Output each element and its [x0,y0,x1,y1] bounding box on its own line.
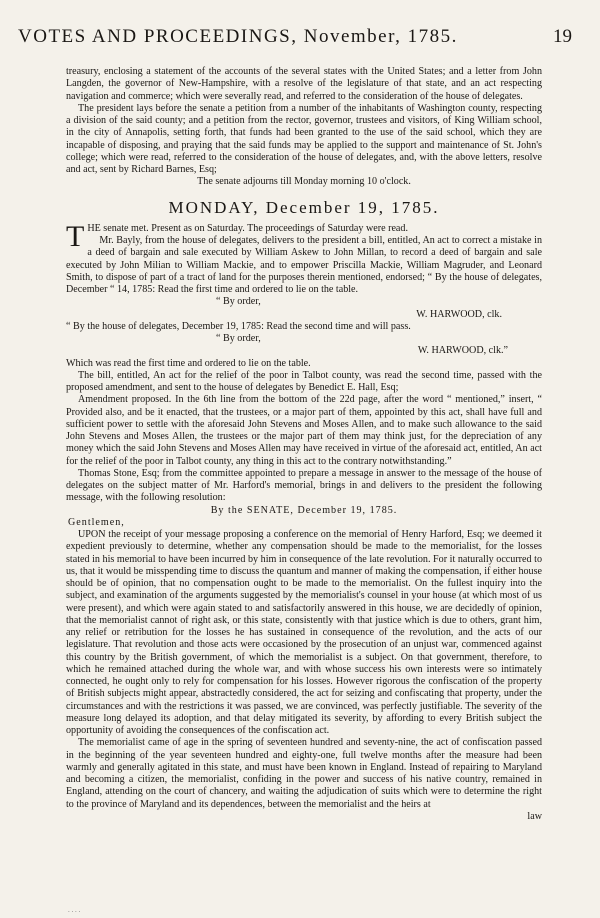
paragraph-bayly-bill: Mr. Bayly, from the house of delegates, delivers to the president a bill, entitled, An act to correct a mistake in a deed of bargain and sale executed by William Askew to John Millan, to record a deed of bargain and sale executed by John Milian to William Mackie, and to empower Priscilla Mackie, William Magruder, and Leonard Smith, to dispose of part of a tract of land for the purposes therein mentioned, endorsed; “ By the house of delegates, December “ 14, 1785: Read the first time and ordered to lie on the table. [66,235,542,295]
adjournment-line: The senate adjourns till Monday morning 10 o'clock. [197,176,411,188]
catchword: law [527,810,542,822]
page-number: 19 [553,26,572,47]
message-heading: By the SENATE, December 19, 1785. [210,504,398,516]
paragraph-thomas-stone: Thomas Stone, Esq; from the committee appointed to prepare a message in answer to the message of the house of delegates on the subject matter of Mr. Harford's memorial, brings in and delivers to the president the following message, with the following resolution: [66,467,542,504]
paragraph-message-body: UPON the receipt of your message proposing a conference on the memorial of Henry Harford, Esq; we deemed it expedient previously to determine, whether any compensation should be made to the memorialist, for the losses stated in his memorial to have been incurred by him in consequence of the late revolution. For it naturally occurred to us, that it would be misspending time to discuss the quantum and manner of making the compensation, if either house should be of opinion, that no compensation ought to be made to the memorialist. On the fullest inquiry into the subject, and examination of the arguments suggested by the memorialist's counsel in your house (at which most of us were present), and which were again stated to and satisfactorily answered in this house, we are decidedly of opinion, that the memorialist cannot of right ask, or this state, consistently with that justice which is due to others, grant him, any relief or retribution for the losses he has sustained in consequence of the revolution, and the acts of our legislature. That revolution and those acts were occasioned by the prosecution of an unjust war, commenced against this country by the British government, of which the memorialist is a subject. On that government, therefore, to which he remained attached during the whole war, and with whose success his own interests were so intimately connected, he ought only to rely for compensation for his losses. However rigorous the confiscation of the property of British subjects might appear, abstractedly considered, the act for seizing and confiscating that property, under the circumstances and with the restrictions it was passed, we are convinced, was perfectly justifiable. The severity of the measure long delayed its adoption, and that delay mitigated its severity, by affording to every British subject the opportunity of avoiding the consequences of the confiscation act. [66,529,542,736]
paragraph-treasury: treasury, enclosing a statement of the accounts of the several states with the United States; and a letter from John Langden, the governor of New-Hampshire, with a resolve of the legislature of that state, and an act respecting navigation and commerce; which were severally read, and referred to the consideration of the house of delegates. [66,66,542,102]
senate-met-text: HE senate met. Present as on Saturday. The proceedings of Saturday were read. [87,222,408,234]
by-order-line-1: “ By order, [216,296,261,308]
by-order-line-2: “ By order, [216,333,261,344]
signature-harwood-2: W. HARWOOD, clk.” [417,345,508,357]
salutation: Gentlemen, [68,516,125,528]
running-header [18,26,572,48]
paragraph-memorialist: The memorialist came of age in the spring of seventeen hundred and seventy-nine, the act of confiscation passed in the beginning of the year seventeen hundred and eighty-one, full twelve months after the measure had been warmly and generally agitated in this state, and must have been known in England. Instead of repairing to Maryland and becoming a citizen, the memorialist, confiding in the power and success of his native country, remained in England, attending on the court of chancery, and waiting the adjudication of suits which were to determine the right to the province of Maryland and its dependences, between the memorialist and the heirs at [66,737,542,810]
margin-mark: . . . . [68,906,81,914]
paragraph-senate-met [66,219,542,253]
paragraph-talbot-bill: The bill, entitled, An act for the relief of the poor in Talbot county, was read the second time, passed with the proposed amendment, and sent to the house of delegates by Benedict E. Hall, Esq; [66,369,542,393]
running-title: VOTES AND PROCEEDINGS, November, 1785. [18,26,458,47]
signature-harwood-1: W. HARWOOD, clk. [416,308,502,320]
date-heading: MONDAY, December 19, 1785. [168,197,440,217]
paragraph-second-reading: “ By the house of delegates, December 19, 1785: Read the second time and will pass. [66,320,411,332]
paragraph-amendment: Amendment proposed. In the 6th line from the bottom of the 22d page, after the word “ mentioned,” insert, “ Provided also, and be it enacted, that the trustees, or a major part of them, appointed by this act, shall have full and sufficient power to settle with the aforesaid John Stevens and Moses Allen, and to make such allowance to the said John Stevens and Moses Allen, the trustees or the major part of them may think just, for the depreciation of any money which the said John Stevens and Moses Allen may have received in virtue of the aforesaid act, entitled, An act for the relief of the poor in Talbot county, any thing in this act to the contrary notwithstanding.” [66,394,542,467]
text-column [66,66,542,823]
drop-cap: T [66,219,85,253]
paragraph-first-reading: Which was read the first time and ordered to lie on the table. [66,357,311,369]
paragraph-petitions: The president lays before the senate a petition from a number of the inhabitants of Washington county, respecting a division of the said county; and a petition from the rector, governor, trustees and visitors, of King William school, in the city of Annapolis, setting forth, that funds had been granted to the use of the said school, which they are incapable of disposing, and praying that the said funds may be applied to the support and maintenance of St. John's college; which were read, referred to the consideration of the house of delegates, and, with the above letters, resolve and act, sent by Richard Barnes, Esq; [66,102,542,175]
